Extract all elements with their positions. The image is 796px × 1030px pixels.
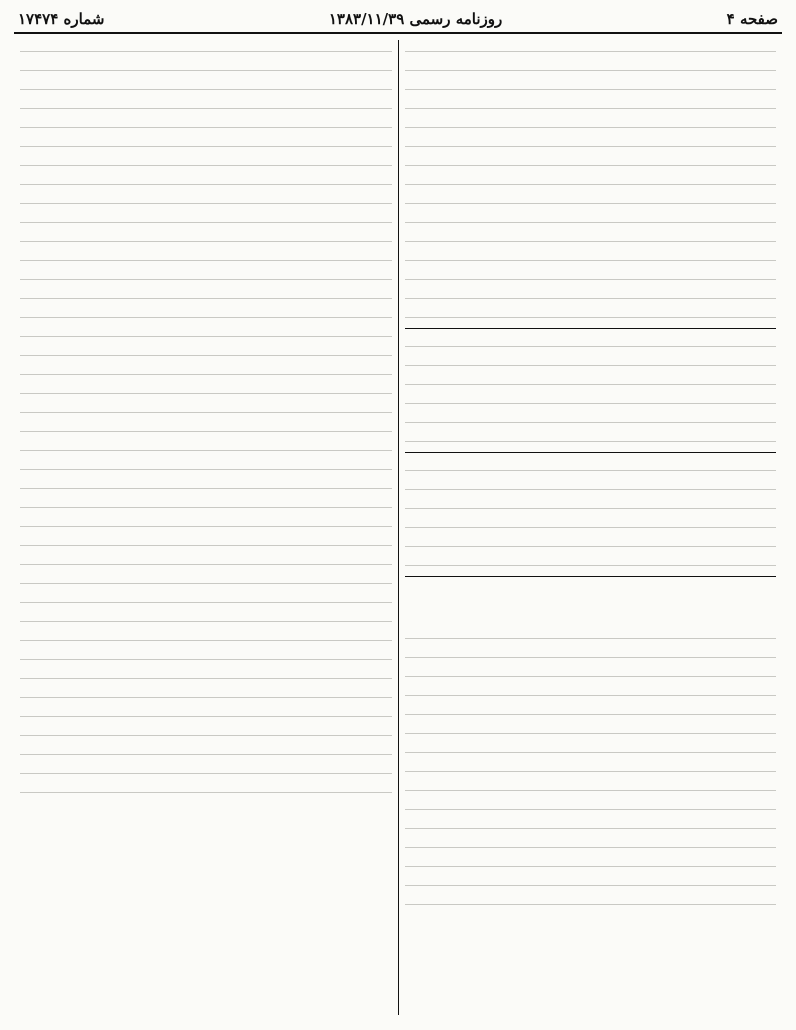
paragraph [405, 430, 776, 446]
paragraph [405, 459, 776, 475]
paragraph [20, 705, 392, 721]
paragraph [405, 874, 776, 890]
paragraph [20, 325, 392, 341]
paragraph [20, 781, 392, 797]
paragraph [405, 554, 776, 570]
paragraph [405, 722, 776, 738]
paragraph [20, 743, 392, 759]
law-heading [405, 583, 776, 601]
paragraph [405, 249, 776, 265]
paragraph [20, 249, 392, 265]
paragraph [20, 59, 392, 75]
paragraph [405, 116, 776, 132]
paragraph [405, 154, 776, 170]
law-section [405, 627, 776, 909]
paragraph [20, 382, 392, 398]
left-body [20, 40, 392, 797]
paragraph [405, 893, 776, 909]
paragraph [20, 762, 392, 778]
right-column [398, 40, 782, 1015]
paragraph [20, 287, 392, 303]
letter-section [405, 459, 776, 570]
paragraph [20, 401, 392, 417]
paragraph [405, 392, 776, 408]
paragraph [405, 354, 776, 370]
paragraph [20, 686, 392, 702]
paragraph [20, 211, 392, 227]
issue-number: شماره ۱۷۴۷۴ [18, 10, 105, 28]
paragraph [20, 135, 392, 151]
paragraph [20, 591, 392, 607]
columns [14, 40, 782, 1015]
paragraph [20, 78, 392, 94]
paragraph [405, 703, 776, 719]
paragraph [20, 610, 392, 626]
paragraph [405, 627, 776, 643]
paragraph [20, 648, 392, 664]
newspaper-and-date: روزنامه رسمی ۱۳۸۳/۱۱/۳۹ [328, 10, 503, 28]
top-section [405, 40, 776, 322]
paragraph [405, 497, 776, 513]
paragraph [405, 665, 776, 681]
paragraph [20, 534, 392, 550]
paragraph [405, 741, 776, 757]
paragraph [20, 192, 392, 208]
paragraph [405, 211, 776, 227]
paragraph [20, 268, 392, 284]
paragraph [405, 646, 776, 662]
masthead [14, 10, 782, 34]
paragraph [405, 192, 776, 208]
divider [405, 328, 776, 329]
paragraph [405, 516, 776, 532]
divider [405, 452, 776, 453]
paragraph [405, 779, 776, 795]
paragraph [20, 420, 392, 436]
paragraph [20, 724, 392, 740]
paragraph [20, 173, 392, 189]
letter-section [405, 335, 776, 446]
page-number: صفحه ۴ [726, 10, 778, 28]
paragraph [20, 629, 392, 645]
paragraph [405, 411, 776, 427]
paragraph [405, 97, 776, 113]
paragraph [405, 78, 776, 94]
paragraph [20, 363, 392, 379]
paragraph [20, 553, 392, 569]
paragraph [20, 306, 392, 322]
paragraph [20, 667, 392, 683]
paragraph [405, 59, 776, 75]
paragraph [405, 798, 776, 814]
paragraph [20, 154, 392, 170]
paragraph [20, 344, 392, 360]
paragraph [20, 40, 392, 56]
paragraph [405, 173, 776, 189]
paragraph [405, 40, 776, 56]
paragraph [405, 287, 776, 303]
paragraph [405, 855, 776, 871]
paragraph [20, 439, 392, 455]
paragraph [405, 760, 776, 776]
paragraph [405, 268, 776, 284]
paragraph [405, 478, 776, 494]
paragraph [405, 684, 776, 700]
paragraph [20, 97, 392, 113]
paragraph [405, 373, 776, 389]
chapter-heading [405, 605, 776, 623]
paragraph [20, 572, 392, 588]
paragraph [405, 535, 776, 551]
paragraph [20, 477, 392, 493]
paragraph [405, 335, 776, 351]
paragraph [20, 230, 392, 246]
paragraph [405, 135, 776, 151]
paragraph [405, 836, 776, 852]
left-column [14, 40, 398, 1015]
paragraph [20, 496, 392, 512]
divider [405, 576, 776, 577]
paragraph [20, 515, 392, 531]
paragraph [20, 116, 392, 132]
paragraph [405, 817, 776, 833]
paragraph [405, 230, 776, 246]
paragraph [20, 458, 392, 474]
paragraph [405, 306, 776, 322]
